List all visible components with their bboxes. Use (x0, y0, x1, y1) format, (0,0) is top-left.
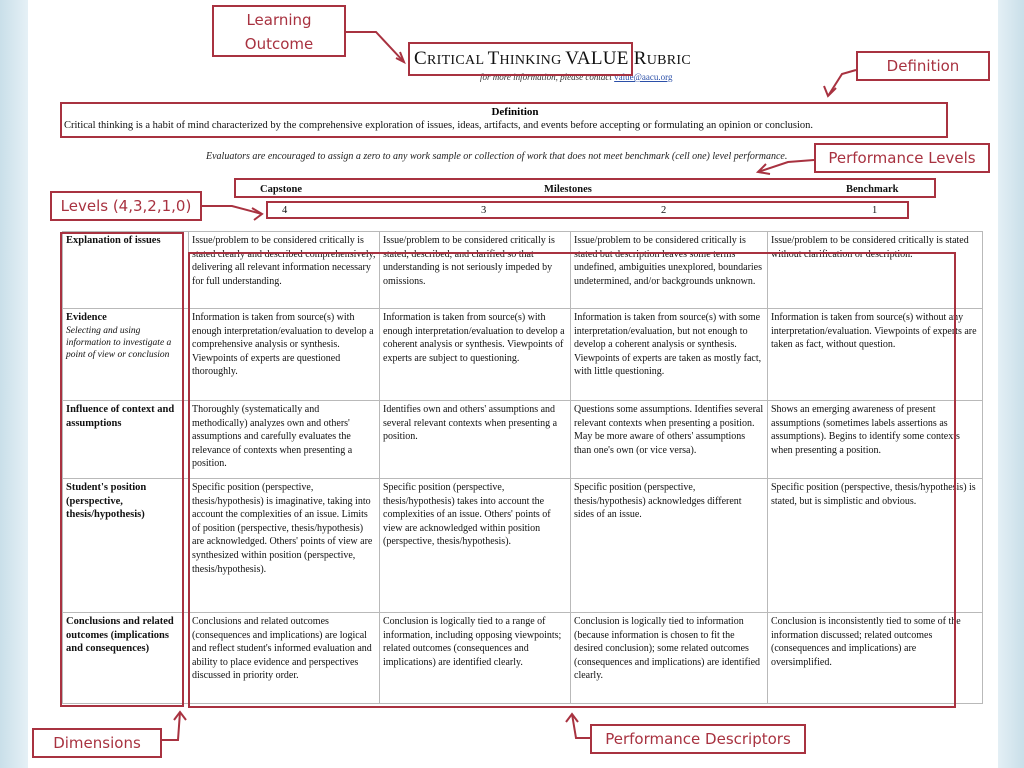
descriptor-cell: Conclusions and related outcomes (consequences and implications) are logical and reflect student's informed evaluation and ability to place evidence and perspectives discussed in priority order. (189, 613, 380, 704)
descriptor-cell: Information is taken from source(s) with some interpretation/evaluation, but not enough to develop a coherent analysis or synthesis. Viewpoints of experts are taken as mostly fact, with little questioning. (571, 309, 768, 401)
level-benchmark: Benchmark (846, 184, 899, 195)
descriptor-cell: Specific position (perspective, thesis/hypothesis) acknowledges different sides of an issue. (571, 479, 768, 613)
descriptor-cell: Issue/problem to be considered critically is stated without clarification or description. (768, 232, 983, 309)
definition-heading: Definition (491, 106, 539, 118)
descriptor-cell: Identifies own and others' assumptions and several relevant contexts when presenting a position. (380, 401, 571, 479)
arrow-levels-head (252, 208, 262, 220)
descriptor-cell: Thoroughly (systematically and methodically) analyzes own and others' assumptions and carefully evaluates the relevance of contexts when presenting a position. (189, 401, 380, 479)
arrow-learning-outcome (346, 32, 404, 62)
contact-email-link[interactable]: value@aacu.org (614, 72, 673, 82)
dimension-cell: Influence of context and assumptions (63, 401, 189, 479)
callout-dimensions: Dimensions (32, 728, 162, 758)
level-number-3: 3 (481, 205, 487, 216)
level-number-4: 4 (282, 205, 288, 216)
evaluators-note: Evaluators are encouraged to assign a zero to any work sample or collection of work that does not meet benchmark (cell one) level performance. (206, 151, 788, 162)
descriptor-cell: Questions some assumptions. Identifies several relevant contexts when presenting a position. May be more aware of others' assumptions than one's own (or vice versa). (571, 401, 768, 479)
descriptor-cell: Issue/problem to be considered critically is stated but description leaves some terms undefined, ambiguities unexplored, boundaries undetermined, and/or backgrounds unknown. (571, 232, 768, 309)
descriptor-cell: Specific position (perspective, thesis/hypothesis) is stated, but is simplistic and obvious. (768, 479, 983, 613)
dimension-cell: Explanation of issues (63, 232, 189, 309)
callout-performance-descriptors: Performance Descriptors (590, 724, 806, 754)
callout-learning-outcome: Learning Outcome (212, 5, 346, 57)
dimension-subtitle: Selecting and using information to investigate a point of view or conclusion (66, 325, 172, 360)
descriptor-cell: Issue/problem to be considered critically is stated, described, and clarified so that understanding is not seriously impeded by omissions. (380, 232, 571, 309)
contact-line: for more information, please contact value@aacu.org (480, 72, 673, 82)
arrow-levels (202, 206, 262, 214)
descriptor-cell: Specific position (perspective, thesis/hypothesis) takes into account the complexities of an issue. Others' points of view are acknowledged within position (perspective, thesis/hypothesis). (380, 479, 571, 613)
descriptor-cell: Specific position (perspective, thesis/hypothesis) is imaginative, taking into account the complexities of an issue. Limits of position (perspective, thesis/hypothesis) are acknowledged. Others' points of view are synthesized within position (perspective, thesis/hypothesis). (189, 479, 380, 613)
dimension-cell: Student's position (perspective, thesis/hypothesis) (63, 479, 189, 613)
descriptor-cell: Information is taken from source(s) without any interpretation/evaluation. Viewpoints of experts are taken as fact, without question. (768, 309, 983, 401)
level-number-2: 2 (661, 205, 667, 216)
level-number-1: 1 (872, 205, 878, 216)
definition-text: Critical thinking is a habit of mind characterized by the comprehensive exploration of issues, ideas, artifacts, and events before accepting or formulating an opinion or conclusion. (64, 120, 814, 131)
descriptor-cell: Issue/problem to be considered critically is stated clearly and described comprehensively, delivering all relevant information necessary for full understanding. (189, 232, 380, 309)
descriptor-cell: Conclusion is logically tied to information (because information is chosen to fit the desired conclusion); some related outcomes (consequences and implications) are identified clearly. (571, 613, 768, 704)
arrow-performance-levels (758, 160, 814, 172)
callout-definition: Definition (856, 51, 990, 81)
level-milestones: Milestones (544, 184, 592, 195)
rubric-title: CRITICAL THINKING VALUE RUBRIC (414, 48, 692, 69)
descriptor-cell: Conclusion is inconsistently tied to some of the information discussed; related outcomes (consequences and implications) are oversimplified. (768, 613, 983, 704)
callout-performance-levels: Performance Levels (814, 143, 990, 173)
dimension-cell: Evidence Selecting and using information to investigate a point of view or conclusion (63, 309, 189, 401)
descriptor-cell: Information is taken from source(s) with enough interpretation/evaluation to develop a comprehensive analysis or synthesis. Viewpoints of experts are questioned thoroughly. (189, 309, 380, 401)
level-capstone: Capstone (260, 184, 303, 195)
descriptor-cell: Information is taken from source(s) with enough interpretation/evaluation to develop a coherent analysis or synthesis. Viewpoints of experts are subject to questioning. (380, 309, 571, 401)
descriptor-cell: Conclusion is logically tied to a range of information, including opposing viewpoints; related outcomes (consequences and implications) are identified clearly. (380, 613, 571, 704)
callout-levels: Levels (4,3,2,1,0) (50, 191, 202, 221)
dimension-cell: Conclusions and related outcomes (implications and consequences) (63, 613, 189, 704)
descriptor-cell: Shows an emerging awareness of present assumptions (sometimes labels assertions as assumptions). Begins to identify some contexts when presenting a position. (768, 401, 983, 479)
